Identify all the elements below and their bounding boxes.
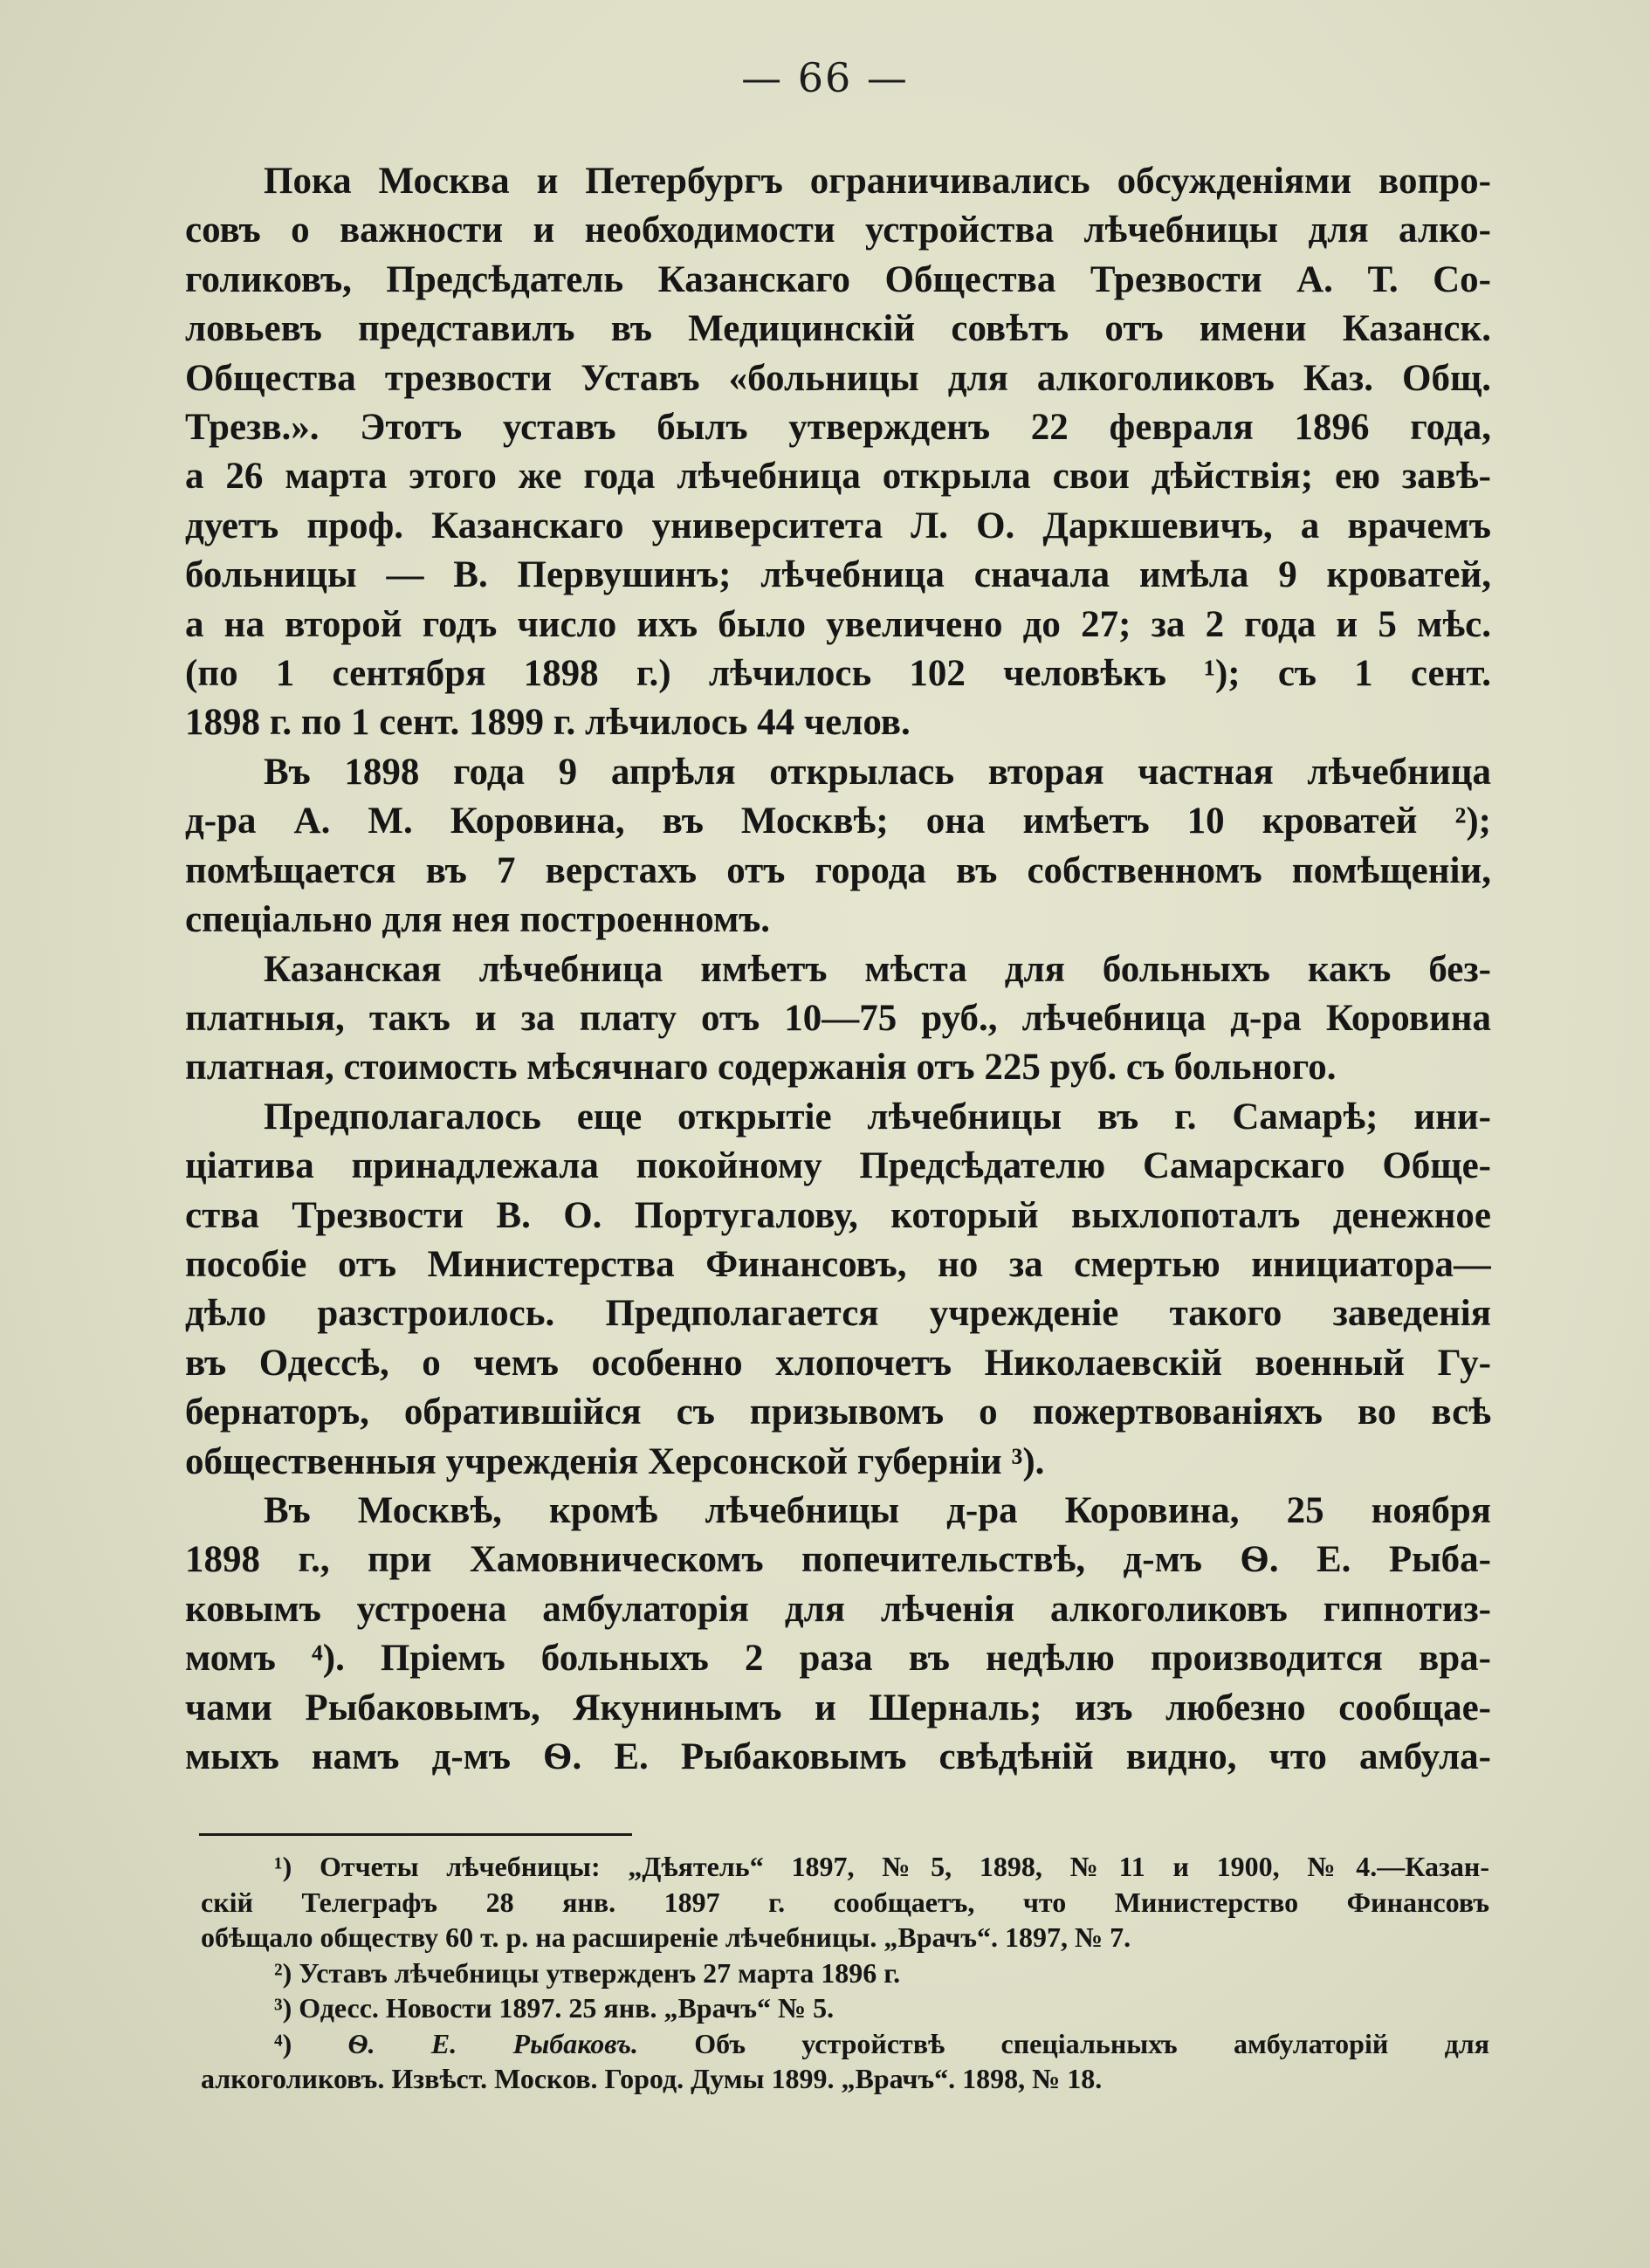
footnote-line (201, 2026, 1489, 2062)
text-line: (по 1 сентября 1898 г.) лѣчилось 102 человѣкъ ¹); съ 1 сент. (185, 653, 1491, 695)
text-line: Казанская лѣчебница имѣетъ мѣста для больныхъ какъ без- (264, 948, 1491, 990)
text-line: ціатива принадлежала покойному Предсѣдателю Самарскаго Обще- (185, 1145, 1491, 1187)
paragraph-2 (185, 748, 1491, 945)
text-line: пособіе отъ Министерства Финансовъ, но за смертью инициатора— (185, 1243, 1491, 1285)
text-line: а 26 марта этого же года лѣчебница открыла свои дѣйствія; ею завѣ- (185, 456, 1491, 498)
text-line: ковымъ устроена амбулаторія для лѣченія алкоголиковъ гипнотиз- (185, 1588, 1491, 1630)
paragraph-5 (185, 1487, 1491, 1782)
footnote-line: скій Телеграфъ 28 янв. 1897 г. сообщаетъ, что Министерство Финансовъ (201, 1886, 1489, 1918)
footnote-line: ³) Одесс. Новости 1897. 25 янв. „Врачъ“ № 5. (274, 1992, 835, 2024)
text-line: дѣло разстроилось. Предполагается учрежденіе такого заведенія (185, 1293, 1491, 1335)
footnote-marker: ⁴) (274, 2027, 348, 2059)
text-line: дуетъ проф. Казанскаго университета Л. О. Даркшевичъ, а врачемъ (185, 505, 1491, 546)
text-line: помѣщается въ 7 верстахъ отъ города въ собственномъ помѣщеніи, (185, 849, 1491, 891)
main-text (185, 157, 1491, 1782)
text-line: Трезв.». Этотъ уставъ былъ утвержденъ 22 февраля 1896 года, (185, 407, 1491, 449)
paragraph-4 (185, 1093, 1491, 1487)
text-line: ловьевъ представилъ въ Медицинскій совѣтъ отъ имени Казанск. (185, 308, 1491, 350)
text-line: д-ра А. М. Коровина, въ Москвѣ; она имѣетъ 10 кроватей ²); (185, 801, 1491, 842)
text-line: въ Одессѣ, о чемъ особенно хлопочетъ Николаевскій военный Гу- (185, 1342, 1491, 1384)
footnote-line: обѣщало обществу 60 т. р. на расширеніе лѣчебницы. „Врачъ“. 1897, № 7. (201, 1921, 1131, 1953)
footnote-3 (201, 1990, 1489, 2026)
footnote-line: ²) Уставъ лѣчебницы утвержденъ 27 марта 1896 г. (274, 1956, 901, 1989)
text-line: голиковъ, Предсѣдатель Казанскаго Общества Трезвости А. Т. Со- (185, 258, 1491, 300)
footnote-4 (201, 2026, 1489, 2097)
text-line: 1898 г., при Хамовническомъ попечительствѣ, д-мъ Ѳ. Е. Рыба- (185, 1539, 1491, 1581)
text-line: Въ 1898 года 9 апрѣля открылась вторая частная лѣчебница (264, 751, 1491, 793)
text-line: а на второй годъ число ихъ было увеличено до 27; за 2 года и 5 мѣс. (185, 603, 1491, 645)
footnotes (201, 1849, 1489, 2097)
text-line: Предполагалось еще открытіе лѣчебницы въ г. Самарѣ; ини- (264, 1096, 1491, 1137)
footnote-divider (199, 1833, 632, 1836)
page-number: — 66 — (741, 54, 909, 101)
text-line: совъ о важности и необходимости устройства лѣчебницы для алко- (185, 210, 1491, 251)
text-line: платныя, такъ и за плату отъ 10—75 руб., лѣчебница д-ра Коровина (185, 997, 1491, 1039)
text-line: больницы — В. Первушинъ; лѣчебница сначала имѣла 9 кроватей, (185, 554, 1491, 596)
footnote-author: Ѳ. Е. Рыбаковъ. (347, 2027, 638, 2059)
footnote-line: алкоголиковъ. Извѣст. Москов. Город. Думы 1899. „Врачъ“. 1898, № 18. (201, 2063, 1103, 2094)
text-line: Пока Москва и Петербургъ ограничивались обсужденіями вопро- (264, 161, 1491, 202)
text-line: платная, стоимость мѣсячнаго содержанія отъ 225 руб. съ больного. (185, 1047, 1337, 1089)
text-line: общественныя учрежденія Херсонской губерніи ³). (185, 1440, 1045, 1482)
paragraph-3 (185, 945, 1491, 1093)
footnote-text: Объ устройствѣ спеціальныхъ амбулаторій для (637, 2027, 1489, 2059)
text-line: 1898 г. по 1 сент. 1899 г. лѣчилось 44 челов. (185, 702, 911, 744)
footnote-1 (201, 1849, 1489, 1955)
text-line: момъ ⁴). Пріемъ больныхъ 2 раза въ недѣлю производится вра- (185, 1638, 1491, 1680)
text-line: Общества трезвости Уставъ «больницы для алкоголиковъ Каз. Общ. (185, 357, 1491, 399)
footnote-2 (201, 1955, 1489, 1991)
text-line: ства Трезвости В. О. Португалову, который выхлопоталъ денежное (185, 1194, 1491, 1236)
paragraph-1 (185, 157, 1491, 748)
footnote-line: ¹) Отчеты лѣчебницы: „Дѣятель“ 1897, №5, 1898, №11 и 1900, №4.—Казан- (274, 1851, 1489, 1882)
text-line: спеціально для нея построенномъ. (185, 899, 771, 941)
text-line: Въ Москвѣ, кромѣ лѣчебницы д-ра Коровина, 25 ноября (264, 1489, 1491, 1531)
text-line: чами Рыбаковымъ, Якунинымъ и Шерналь; изъ любезно сообщае- (185, 1687, 1491, 1728)
text-line: мыхъ намъ д-мъ Ѳ. Е. Рыбаковымъ свѣдѣній видно, что амбула- (185, 1736, 1491, 1777)
text-line: бернаторъ, обратившійся съ призывомъ о пожертвованіяхъ во всѣ (185, 1392, 1491, 1433)
